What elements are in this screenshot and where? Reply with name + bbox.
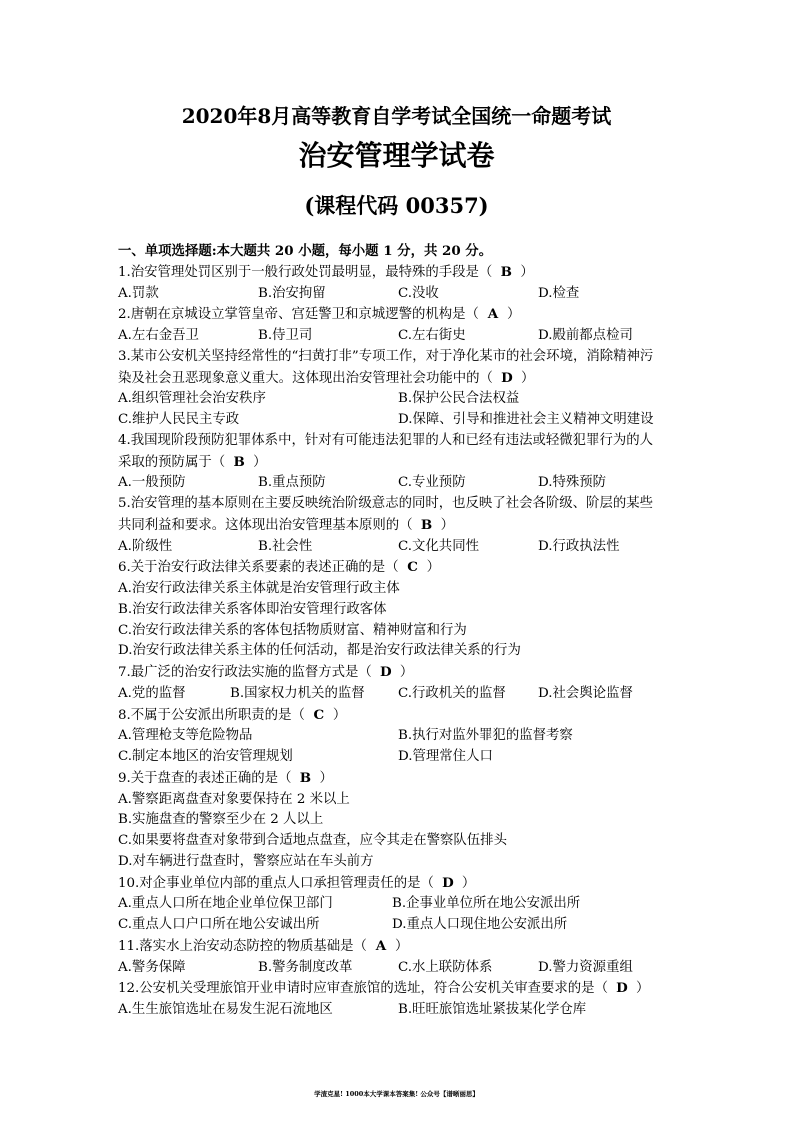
question-1-options xyxy=(118,284,688,305)
question-bracket: ） xyxy=(332,707,347,723)
question-3 xyxy=(118,368,688,390)
option-b: B.保护公民合法权益 xyxy=(398,391,520,407)
question-stem: 6.关于治安行政法律关系要素的表述正确的是（ xyxy=(118,560,399,576)
question-bracket: ） xyxy=(399,665,414,680)
answer-mark: B xyxy=(420,516,433,533)
question-bracket: ） xyxy=(253,454,267,470)
question-stem: 7.最广泛的治安行政法实施的监督方式是（ xyxy=(118,665,372,680)
option-a: A.党的监督 xyxy=(118,685,186,701)
question-5-line1: 5.治安管理的基本原则在主要反映统治阶级意志的同时，也反映了社会各阶级、阶层的某些 xyxy=(118,496,654,511)
option-a: A.生生旅馆选址在易发生泥石流地区 xyxy=(118,1002,333,1017)
question-stem: 10.对企事业单位内部的重点人口承担管理责任的是（ xyxy=(118,875,434,891)
option-a: A.左右金吾卫 xyxy=(118,328,199,343)
question-11-options xyxy=(118,958,688,979)
option-b: B.警务制度改革 xyxy=(258,959,353,975)
option-b: B.治安行政法律关系客体即治安管理行政客体 xyxy=(118,601,387,617)
question-3-line1: 3.某市公安机关坚持经常性的“扫黄打非”专项工作，对于净化某市的社会环境，消除精神污 xyxy=(118,348,654,364)
question-8-options-ab xyxy=(118,726,688,747)
question-bracket: ） xyxy=(394,938,409,954)
question-list xyxy=(118,241,688,1021)
question-bracket: ） xyxy=(520,370,535,386)
question-9 xyxy=(118,768,688,790)
question-stem: 8.不属于公安派出所职责的是（ xyxy=(118,707,305,723)
option-c: C.文化共同性 xyxy=(398,538,479,554)
option-c: C.没收 xyxy=(398,285,439,301)
option-a: A.管理枪支等危险物品 xyxy=(118,728,253,744)
option-c: C.重点人口户口所在地公安诚出所 xyxy=(118,917,320,932)
course-code: (课程代码 00357) xyxy=(304,193,489,218)
option-a: A.警务保障 xyxy=(118,959,186,975)
option-c: C.如果要将盘查对象带到合适地点盘查，应令其走在警察队伍排头 xyxy=(118,833,507,848)
option-d: D.警力资源重组 xyxy=(538,959,633,975)
question-6 xyxy=(118,557,688,579)
page-footer: 学渣克星! 1000本大学课本答案集! 公众号【谱晰丽思】 xyxy=(314,1090,479,1098)
question-8-options-cd xyxy=(118,747,688,768)
question-4 xyxy=(118,452,688,474)
option-a: A.治安行政法律关系主体就是治安管理行政主体 xyxy=(118,581,400,596)
option-a: A.警察距离盘查对象要保持在 2 米以上 xyxy=(118,791,350,807)
answer-mark: D xyxy=(442,874,454,891)
answer-mark: B xyxy=(299,769,312,786)
question-bracket: ） xyxy=(506,307,521,323)
question-stem: 2.唐朝在京城设立掌管皇帝、宫廷警卫和京城逻警的机构是（ xyxy=(118,307,479,323)
question-10 xyxy=(118,873,688,895)
option-b: B.侍卫司 xyxy=(258,328,313,343)
question-bracket: ） xyxy=(635,981,650,997)
question-10-options-cd xyxy=(118,915,688,936)
question-12 xyxy=(118,978,688,1000)
question-2-options xyxy=(118,326,688,347)
question-10-options-ab xyxy=(118,894,688,915)
question-4-line1: 4.我国现阶段预防犯罪体系中，针对有可能违法犯罪的人和已经有违法或轻微犯罪行为的人 xyxy=(118,432,654,448)
answer-mark: B xyxy=(500,263,512,280)
option-c: C.左右街史 xyxy=(398,328,466,343)
answer-mark: B xyxy=(233,453,245,470)
question-3-options-cd xyxy=(118,410,688,431)
question-7-options xyxy=(118,684,688,705)
option-c: C.治安行政法律关系的客体包括物质财富、精神财富和行为 xyxy=(118,622,467,638)
question-stem: 采取的预防属于（ xyxy=(118,454,226,470)
question-stem: 9.关于盘查的表述正确的是（ xyxy=(118,770,292,786)
question-8 xyxy=(118,705,688,727)
option-b: B.实施盘查的警察至少在 2 人以上 xyxy=(118,812,324,828)
question-stem: 12.公安机关受理旅馆开业申请时应审查旅馆的选址，符合公安机关审查要求的是（ xyxy=(118,981,608,997)
answer-mark: A xyxy=(375,937,387,954)
option-d: D.检查 xyxy=(538,285,580,301)
option-b: B.治安拘留 xyxy=(258,285,326,301)
option-c: C.专业预防 xyxy=(398,475,466,491)
option-a: A.一般预防 xyxy=(118,475,186,491)
option-d: D.行政执法性 xyxy=(538,538,620,554)
question-5 xyxy=(118,515,688,537)
question-stem: 1.治安管理处罚区别于一般行政处罚最明显，最特殊的手段是（ xyxy=(118,264,493,280)
option-a: A.阶级性 xyxy=(118,538,173,554)
option-d: D.重点人口现住地公安派出所 xyxy=(392,917,568,932)
section-heading: 一、单项选择题:本大题共 20 小题，每小题 1 分，共 20 分。 xyxy=(118,243,493,259)
option-c: C.制定本地区的治安管理规划 xyxy=(118,749,293,764)
answer-mark: C xyxy=(313,706,325,723)
question-5-options xyxy=(118,537,688,558)
option-c: C.水上联防体系 xyxy=(398,959,493,975)
answer-mark: D xyxy=(616,980,628,997)
question-12-options-ab xyxy=(118,1000,688,1021)
question-11 xyxy=(118,936,688,958)
question-7 xyxy=(118,662,688,684)
question-stem: 共同利益和要求。这体现出治安管理基本原则的（ xyxy=(118,517,413,533)
option-c: C.维护人民民主专政 xyxy=(118,412,240,427)
question-1 xyxy=(118,262,688,284)
exam-title: 治安管理学试卷 xyxy=(298,139,495,172)
option-b: B.社会性 xyxy=(258,538,313,554)
question-stem: 染及社会丑恶现象意义重大。这体现出治安管理社会功能中的（ xyxy=(118,370,493,386)
option-c: C.行政机关的监督 xyxy=(398,685,506,701)
option-b: B.执行对监外罪犯的监督考察 xyxy=(398,728,573,744)
option-a: A.罚款 xyxy=(118,285,159,301)
option-d: D.保障、引导和推进社会主义精神文明建设 xyxy=(398,412,654,427)
option-d: D.对车辆进行盘查时，警察应站在车头前方 xyxy=(118,853,374,869)
question-2 xyxy=(118,304,688,326)
option-b: B.重点预防 xyxy=(258,475,326,491)
answer-mark: D xyxy=(501,369,513,386)
option-a: A.重点人口所在地企业单位保卫部门 xyxy=(118,896,333,912)
option-a: A.组织管理社会治安秩序 xyxy=(118,391,266,407)
question-bracket: ） xyxy=(461,875,476,891)
option-d: D.殿前都点检司 xyxy=(538,328,633,343)
option-b: B.国家权力机关的监督 xyxy=(230,685,365,701)
answer-mark: D xyxy=(380,664,392,680)
answer-mark: C xyxy=(407,559,418,576)
option-b: B.旺旺旅馆选址紧拔某化学仓库 xyxy=(398,1002,587,1017)
question-bracket: ） xyxy=(520,264,534,280)
question-bracket: ） xyxy=(426,560,440,576)
question-3-options-ab xyxy=(118,389,688,410)
option-b: B.企事业单位所在地公安派出所 xyxy=(392,896,581,912)
option-d: D.特殊预防 xyxy=(538,475,607,491)
question-4-options xyxy=(118,473,688,494)
exam-header-line1: 2020年8月高等教育自学考试全国统一命题考试 xyxy=(181,104,612,128)
question-stem: 11.落实水上治安动态防控的物质基础是（ xyxy=(118,938,367,954)
option-d: D.管理常住人口 xyxy=(398,749,493,764)
option-d: D.社会舆论监督 xyxy=(538,685,633,701)
question-bracket: ） xyxy=(319,770,333,786)
option-d: D.治安行政法律关系主体的任何活动，都是治安行政法律关系的行为 xyxy=(118,643,521,659)
answer-mark: A xyxy=(487,306,499,323)
question-bracket: ） xyxy=(440,517,454,533)
